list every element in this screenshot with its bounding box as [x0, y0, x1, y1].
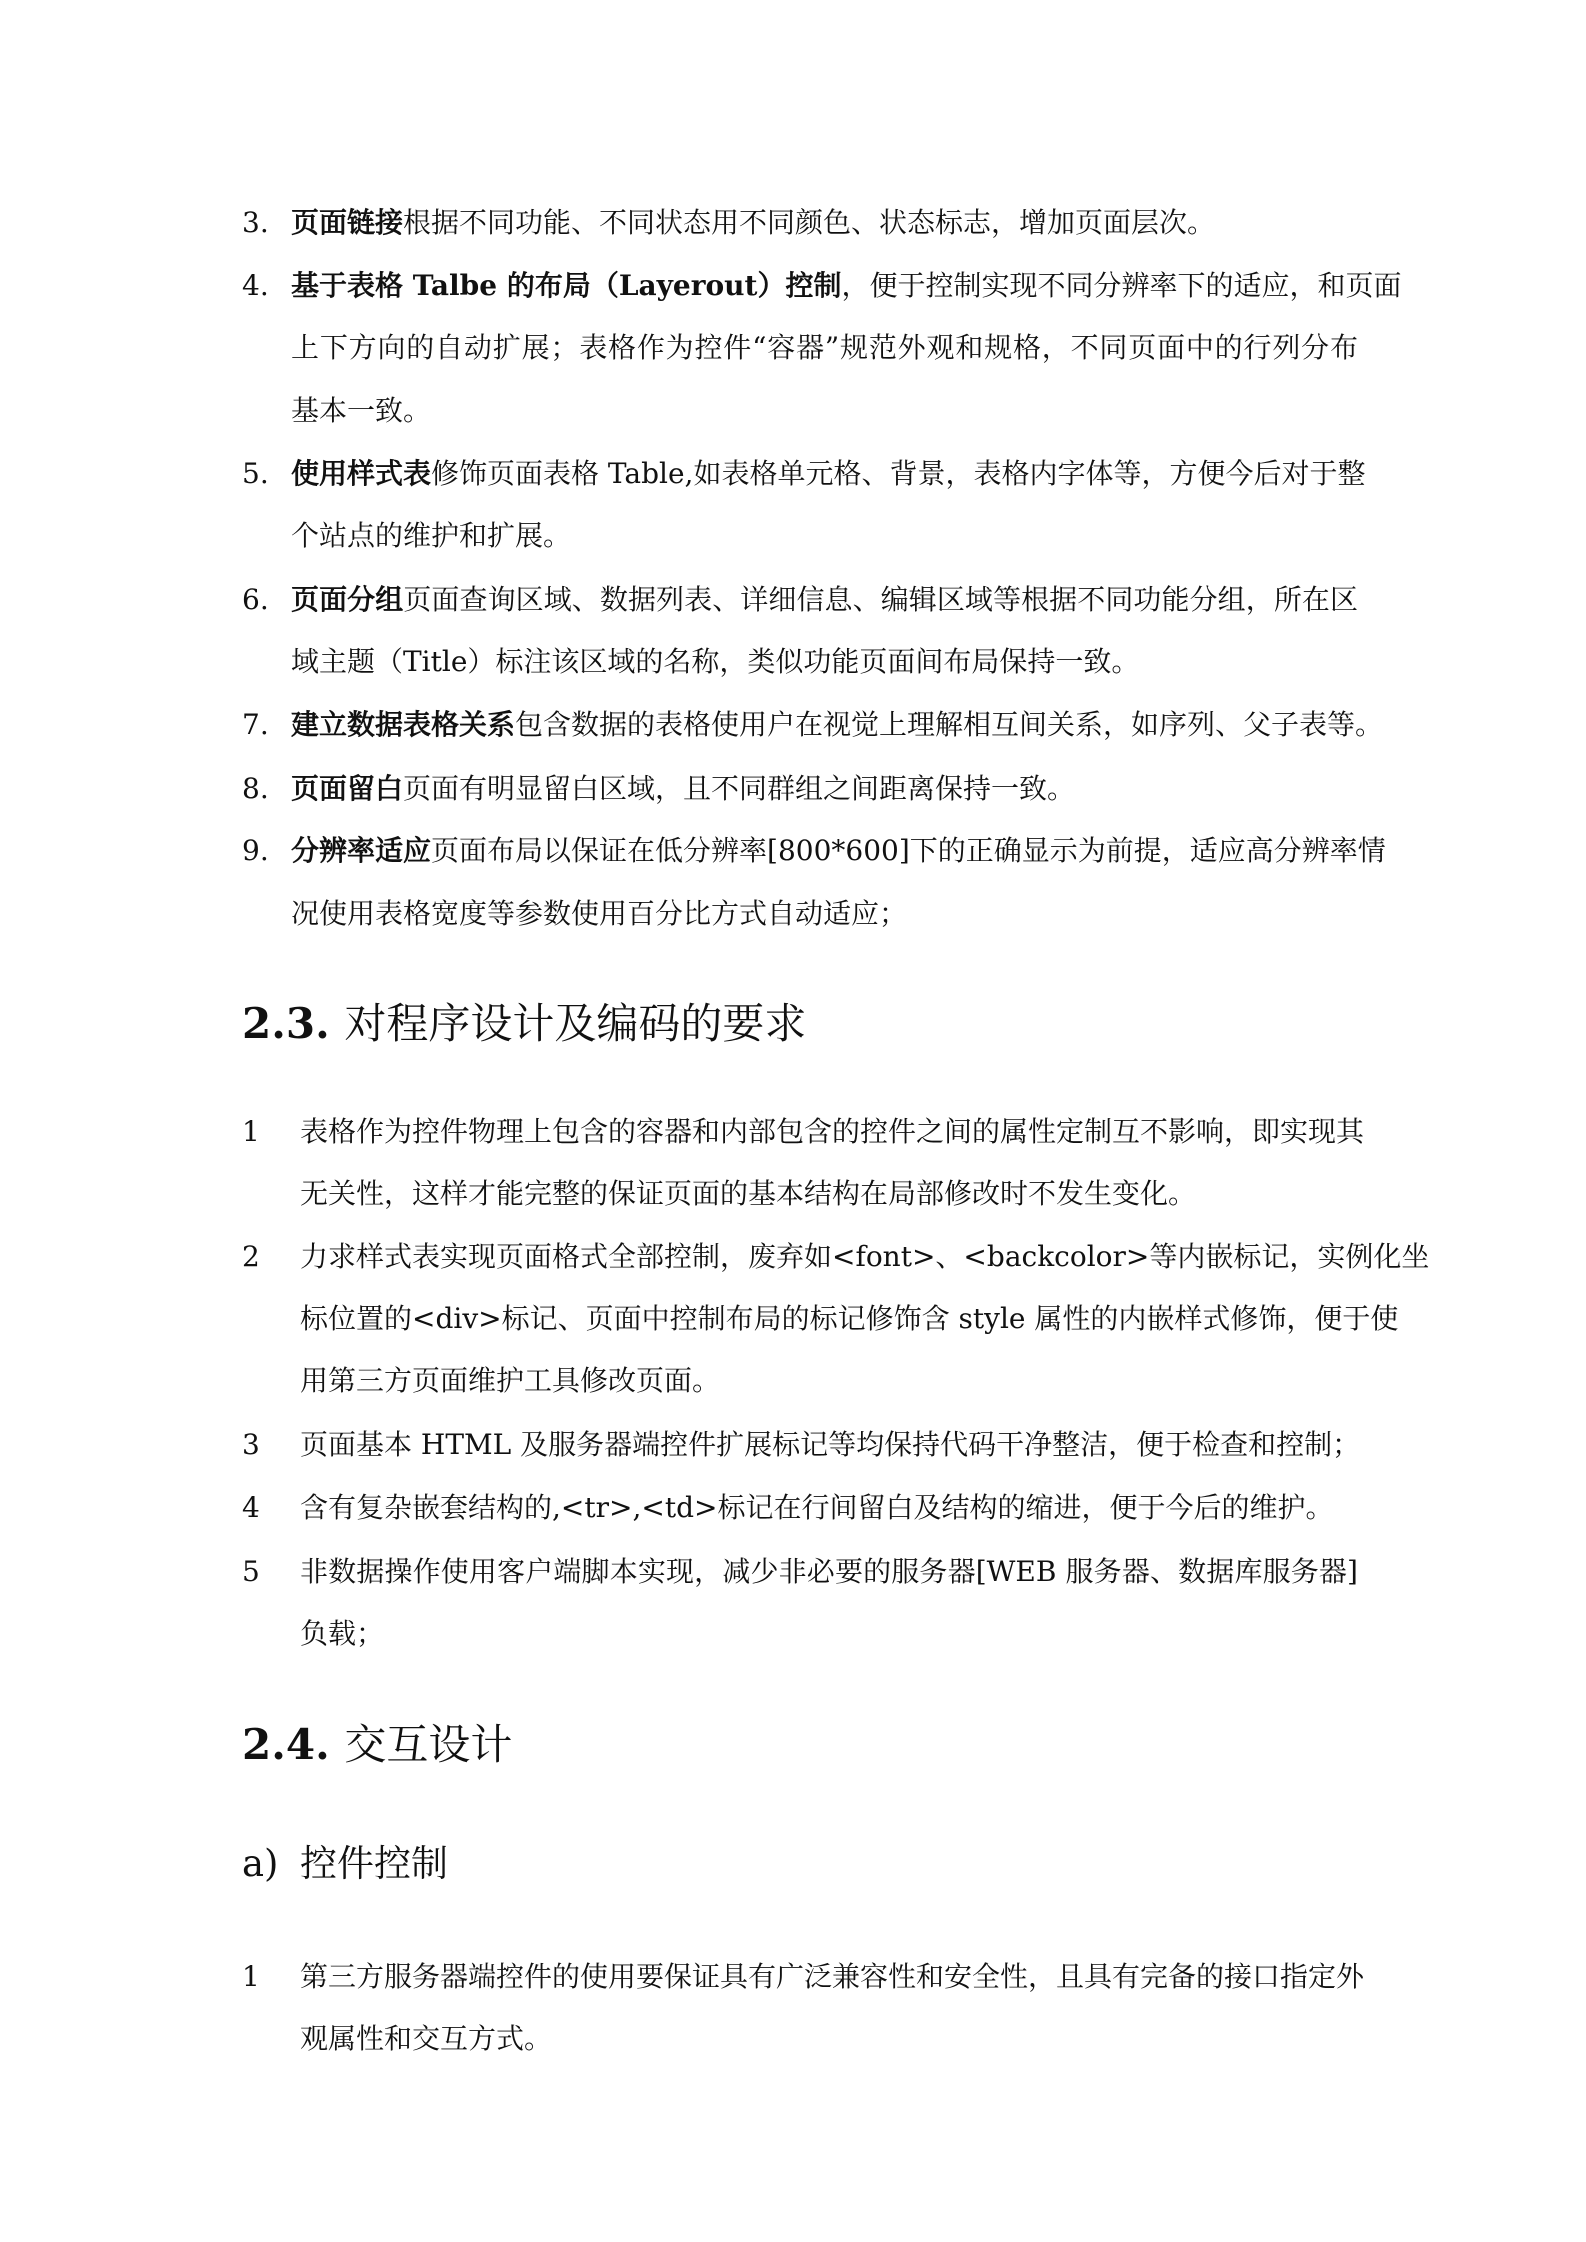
- list-item-line-text: 修饰页面表格 Table,如表格单元格、背景，表格内字体等，方便今后对于整: [431, 457, 1366, 490]
- list-number: 9.: [242, 834, 269, 867]
- list-item-bold-lead: 页面链接: [291, 206, 404, 239]
- list-item-line-text: 含有复杂嵌套结构的,<tr>,<td>标记在行间留白及结构的缩进，便于今后的维护。: [300, 1491, 1334, 1524]
- list-item-line: [242, 769, 1358, 809]
- list-item-line-text: 观属性和交互方式。: [300, 2022, 553, 2055]
- list-item-bold-lead: 页面分组: [291, 583, 404, 616]
- list-item-line-text: 况使用表格宽度等参数使用百分比方式自动适应；: [291, 897, 908, 930]
- list-item-line-text: 非数据操作使用客户端脚本实现，减少非必要的服务器[WEB 服务器、数据库服务器]: [300, 1555, 1358, 1588]
- list-item-line: [242, 705, 1384, 745]
- list-number: 5: [242, 1555, 260, 1588]
- list-item-line-text: 第三方服务器端控件的使用要保证具有广泛兼容性和安全性，且具有完备的接口指定外: [300, 1960, 1365, 1993]
- list-item-text: [291, 580, 1358, 620]
- list-item-line: [242, 328, 1358, 368]
- list-item-line-text: 力求样式表实现页面格式全部控制，废弃如<font>、<backcolor>等内嵌标记，实例化坐: [300, 1240, 1430, 1273]
- list-item-text: [300, 2019, 1358, 2059]
- list-item-line-text: 页面有明显留白区域，且不同群组之间距离保持一致。: [403, 772, 1076, 805]
- heading-title: 交互设计: [344, 1720, 513, 1769]
- list-item-line: [242, 2019, 1358, 2059]
- list-item-text: [291, 454, 1366, 494]
- list-item-line: [242, 1488, 1358, 1528]
- list-item-text: [291, 769, 1358, 809]
- list-item-text: [300, 1552, 1358, 1592]
- list-item-text: [300, 1112, 1365, 1152]
- list-item-line: [242, 1112, 1365, 1152]
- list-item-text: [291, 831, 1386, 871]
- list-item-text: [291, 203, 1358, 243]
- list-item-line-text: ，便于控制实现不同分辨率下的适应，和页面: [841, 269, 1402, 302]
- list-item-text: [291, 328, 1358, 368]
- heading-a: [242, 1839, 448, 1889]
- list-item-text: [300, 1299, 1399, 1339]
- list-item-line: [242, 1361, 1358, 1401]
- list-item-line: [242, 1237, 1430, 1277]
- list-item-text: [300, 1237, 1430, 1277]
- list-item-line: [242, 454, 1366, 494]
- list-item-line: [242, 1614, 1358, 1654]
- list-item-line: [242, 203, 1358, 243]
- list-number: 1: [242, 1960, 260, 1993]
- list-item-text: [291, 391, 1358, 431]
- list-number: 2: [242, 1240, 260, 1273]
- list-number: 4.: [242, 269, 269, 302]
- list-item-bold-lead: 分辨率适应: [291, 834, 432, 867]
- list-item-text: [300, 1614, 1358, 1654]
- list-item-text: [291, 894, 1358, 934]
- heading-number: 2.4.: [242, 1720, 330, 1769]
- heading-title: 对程序设计及编码的要求: [344, 999, 807, 1048]
- list-item-line-text: 个站点的维护和扩展。: [291, 519, 572, 552]
- list-item-bold-lead: 建立数据表格关系: [291, 708, 516, 741]
- list-item-line-text: 用第三方页面维护工具修改页面。: [300, 1364, 721, 1397]
- list-item-line: [242, 391, 1358, 431]
- list-item-line-text: 页面基本 HTML 及服务器端控件扩展标记等均保持代码干净整洁，便于检查和控制；: [300, 1428, 1361, 1461]
- list-item-text: [300, 1957, 1365, 1997]
- list-item-line: [242, 831, 1386, 871]
- list-item-line-text: 上下方向的自动扩展；表格作为控件“容器”规范外观和规格，不同页面中的行列分布: [291, 331, 1358, 364]
- list-item-line-text: 根据不同功能、不同状态用不同颜色、状态标志，增加页面层次。: [403, 206, 1216, 239]
- list-item-line: [242, 1425, 1361, 1465]
- list-number: 3.: [242, 206, 269, 239]
- list-item-text: [300, 1488, 1358, 1528]
- heading-number: 2.3.: [242, 999, 330, 1048]
- list-item-line-text: 表格作为控件物理上包含的容器和内部包含的控件之间的属性定制互不影响，即实现其: [300, 1115, 1365, 1148]
- list-number: 5.: [242, 457, 269, 490]
- list-number: 8.: [242, 772, 269, 805]
- list-item-line-text: 页面布局以保证在低分辨率[800*600]下的正确显示为前提，适应高分辨率情: [431, 834, 1386, 867]
- list-item-bold-lead: 页面留白: [291, 772, 404, 805]
- list-item-line-text: 负载；: [300, 1617, 385, 1650]
- list-item-line: [242, 1552, 1358, 1592]
- heading-2-4: [242, 1717, 512, 1773]
- list-item-text: [291, 642, 1358, 682]
- list-item-line-text: 域主题（Title）标注该区域的名称，类似功能页面间布局保持一致。: [291, 645, 1140, 678]
- list-number: 3: [242, 1428, 260, 1461]
- list-item-line-text: 包含数据的表格使用户在视觉上理解相互间关系，如序列、父子表等。: [515, 708, 1384, 741]
- list-item-line-text: 无关性，这样才能完整的保证页面的基本结构在局部修改时不发生变化。: [300, 1177, 1197, 1210]
- list-number: 7.: [242, 708, 269, 741]
- list-item-text: [300, 1174, 1358, 1214]
- list-number: 1: [242, 1115, 260, 1148]
- list-item-line: [242, 266, 1402, 306]
- list-number: 6.: [242, 583, 269, 616]
- list-item-line-text: 基本一致。: [291, 394, 432, 427]
- list-item-line: [242, 580, 1358, 620]
- list-item-line-text: 标位置的<div>标记、页面中控制布局的标记修饰含 style 属性的内嵌样式修饰，便于使: [300, 1302, 1399, 1335]
- list-item-bold-lead: 基于表格 Talbe 的布局（Layerout）控制: [291, 269, 842, 302]
- list-number: 4: [242, 1491, 260, 1524]
- list-item-line: [242, 1957, 1365, 1997]
- list-item-line: [242, 516, 1358, 556]
- list-item-text: [291, 705, 1384, 745]
- list-item-text: [291, 516, 1358, 556]
- heading-number: a): [242, 1842, 279, 1885]
- list-item-text: [300, 1425, 1361, 1465]
- list-item-bold-lead: 使用样式表: [291, 457, 432, 490]
- list-item-text: [300, 1361, 1358, 1401]
- list-item-line: [242, 1174, 1358, 1214]
- heading-title: 控件控制: [300, 1842, 448, 1885]
- heading-2-3: [242, 996, 806, 1052]
- list-item-line: [242, 894, 1358, 934]
- list-item-line: [242, 1299, 1399, 1339]
- list-item-line: [242, 642, 1358, 682]
- list-item-text: [291, 266, 1402, 306]
- list-item-line-text: 页面查询区域、数据列表、详细信息、编辑区域等根据不同功能分组，所在区: [403, 583, 1358, 616]
